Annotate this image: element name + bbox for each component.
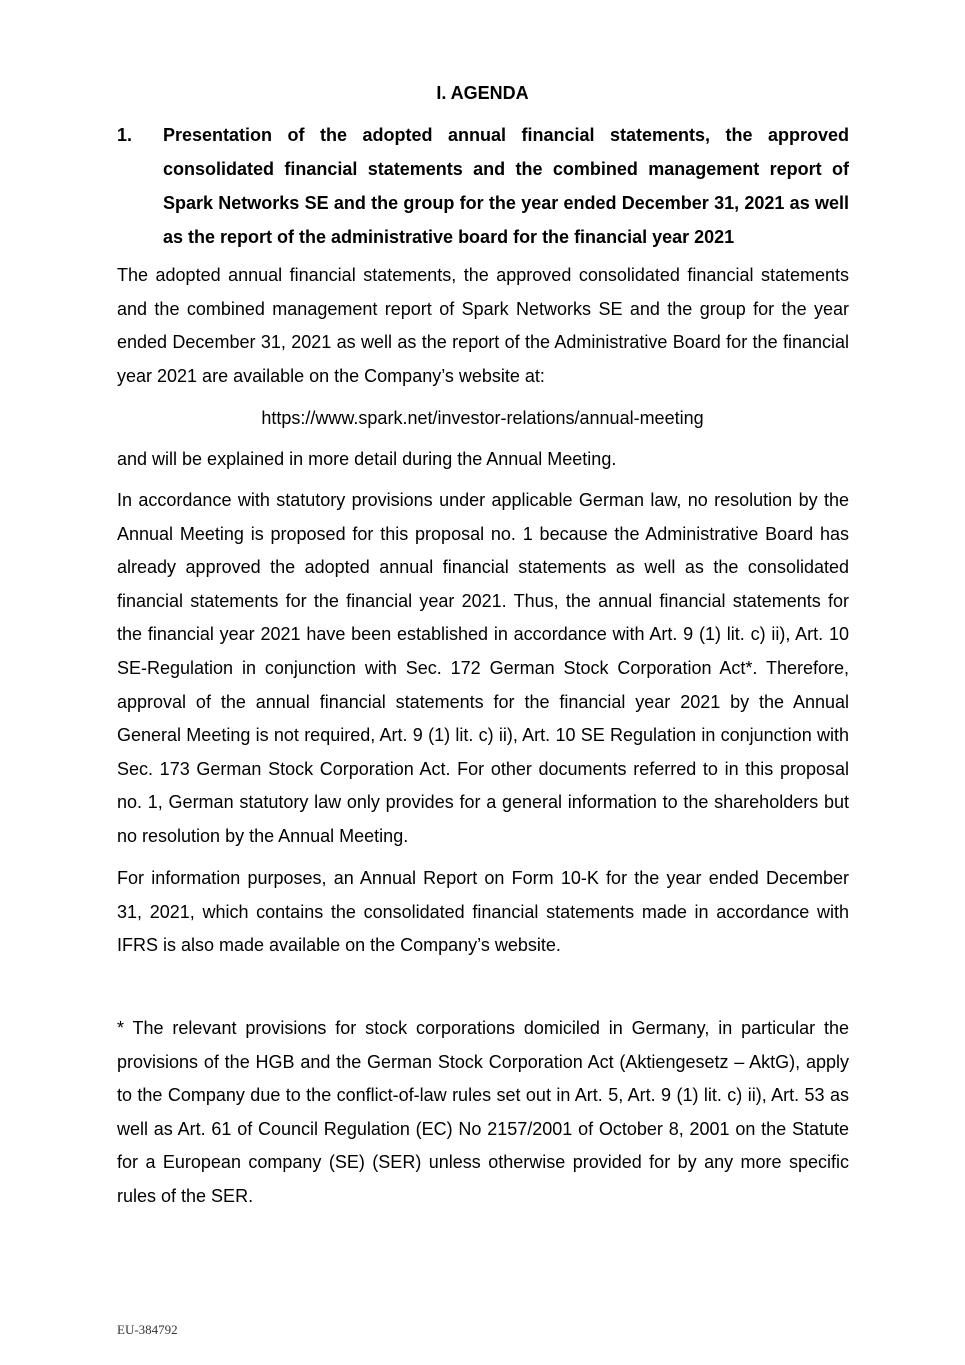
statutory-paragraph: In accordance with statutory provisions under applicable German law, no resolution by the Annual Meeting is proposed for this proposal no. 1 because the Administrative Board has already approved the adopted annual financial statements as well as the consolidated financial statements for the financial year 2021. Thus, the annual financial statements for the financial year 2021 have been established in accordance with Art. 9 (1) lit. c) ii), Art. 10 SE-Regulation in conjunction with Sec. 172 German Stock Corporation Act*. Therefore, approval of the annual financial statements for the financial year 2021 by the Annual General Meeting is not required, Art. 9 (1) lit. c) ii), Art. 10 SE Regulation in conjunction with Sec. 173 German Stock Corporation Act. For other documents referred to in this proposal no. 1, German statutory law only provides for a general information to the shareholders but no resolution by the Annual Meeting. (117, 490, 849, 846)
information-paragraph: For information purposes, an Annual Report on Form 10-K for the year ended December 31, 2021, which contains the consolidated financial statements made in accordance with IFRS is also made available on the Company’s website. (117, 868, 849, 956)
intro-paragraph: The adopted annual financial statements, the approved consolidated financial statements and the combined management report of Spark Networks SE and the group for the year ended December 31, 2021 as well as the report of the Administrative Board for the financial year 2021 are available on the Company’s website at: (117, 265, 849, 386)
section-heading: I. AGENDA (436, 83, 529, 103)
agenda-item-number: 1. (117, 125, 133, 145)
document-footer-id: EU-384792 (117, 1322, 178, 1337)
footnote-paragraph: * The relevant provisions for stock corporations domiciled in Germany, in particular the provisions of the HGB and the German Stock Corporation Act (Aktiengesetz – AktG), apply to the Company due to the conflict-of-law rules set out in Art. 5, Art. 9 (1) lit. c) ii), Art. 53 as well as Art. 61 of Council Regulation (EC) No 2157/2001 of October 8, 2001 on the Statute for a European company (SE) (SER) unless otherwise provided for by any more specific rules of the SER. (117, 1018, 849, 1206)
agenda-item (117, 118, 849, 254)
website-url: https://www.spark.net/investor-relations/annual-meeting (261, 408, 704, 428)
agenda-item-title: Presentation of the adopted annual financial statements, the approved consolidated financial statements and the combined management report of Spark Networks SE and the group for the year ended December 31, 2021 as well as the report of the administrative board for the financial year 2021 (163, 125, 849, 247)
explained-paragraph: and will be explained in more detail during the Annual Meeting. (117, 449, 617, 469)
